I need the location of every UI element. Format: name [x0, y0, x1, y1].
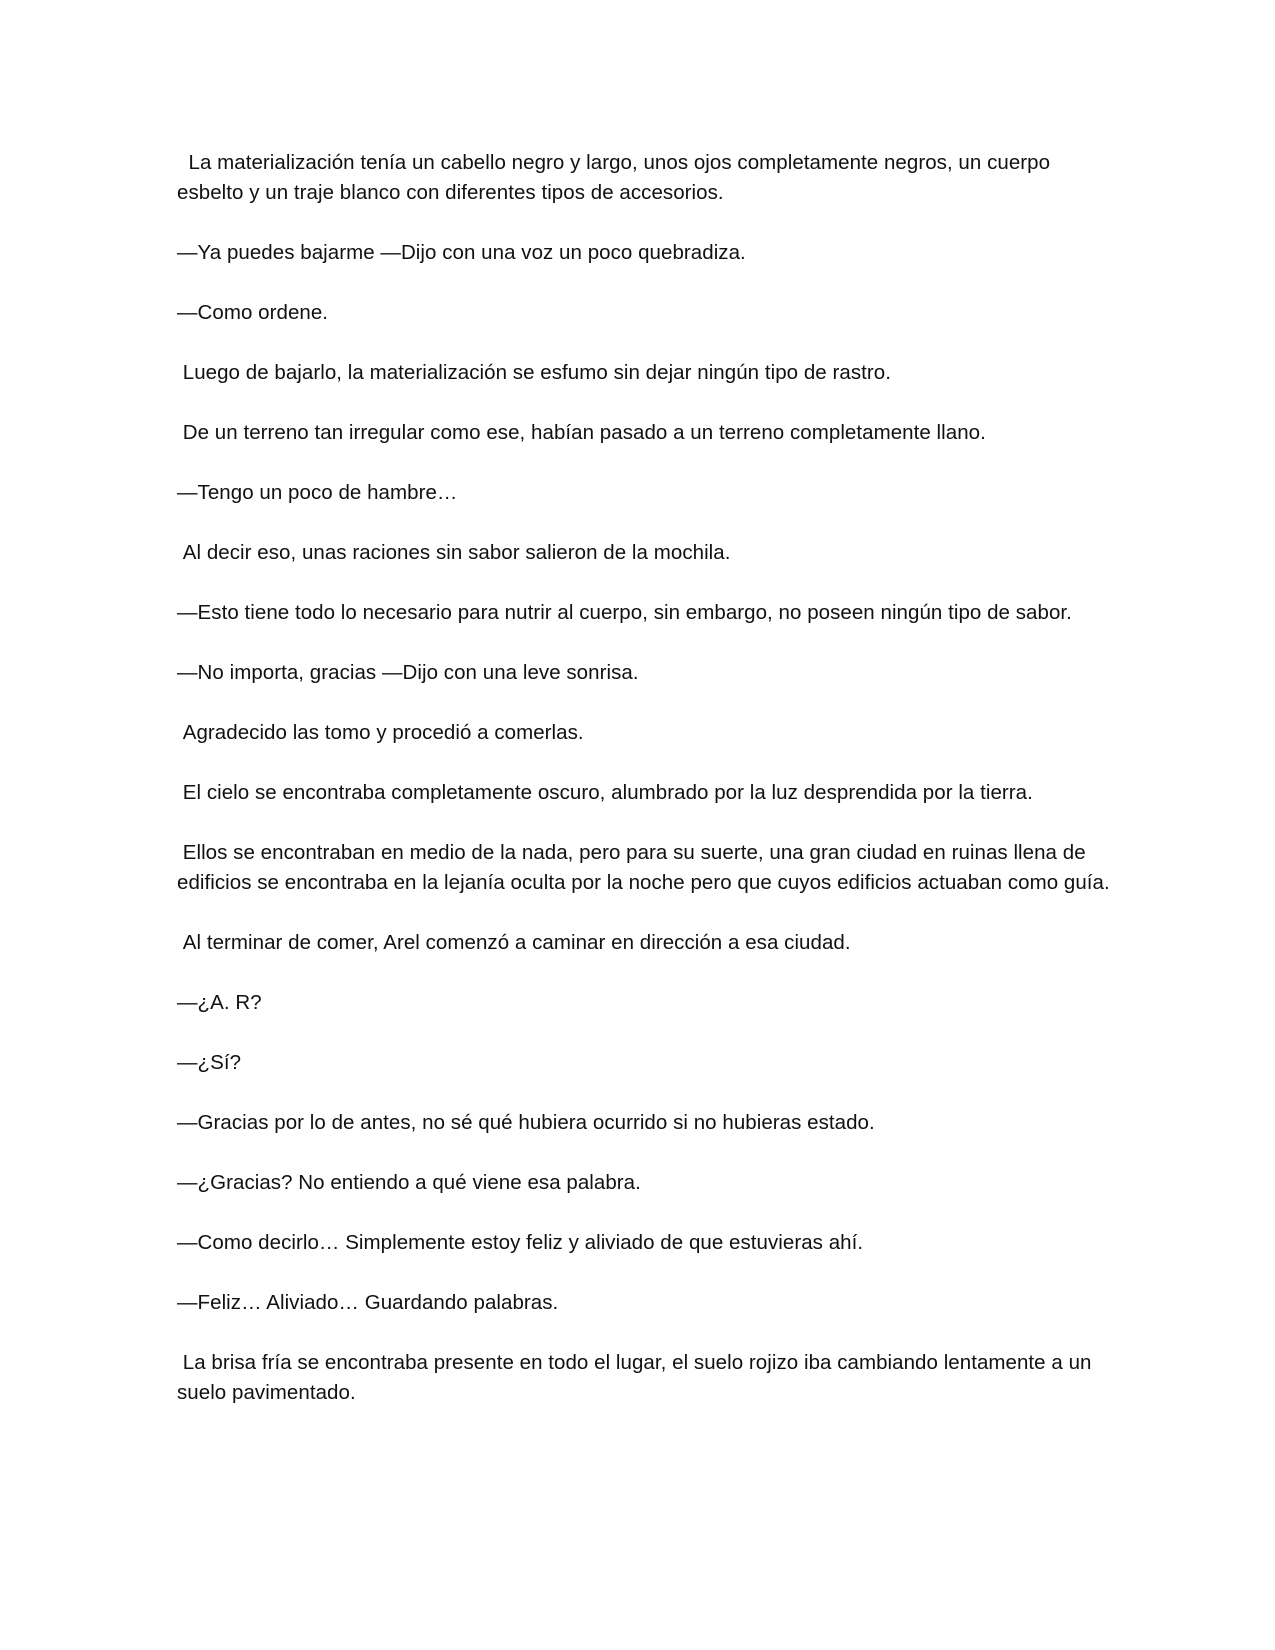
narration-paragraph: Agradecido las tomo y procedió a comerlas. — [177, 721, 584, 744]
narration-paragraph: Al terminar de comer, Arel comenzó a caminar en dirección a esa ciudad. — [177, 931, 851, 954]
narration-paragraph: Al decir eso, unas raciones sin sabor salieron de la mochila. — [177, 541, 731, 564]
dialogue-line: —¿Sí? — [177, 1051, 242, 1074]
narration-paragraph: Luego de bajarlo, la materialización se esfumo sin dejar ningún tipo de rastro. — [177, 361, 891, 384]
dialogue-line: —Esto tiene todo lo necesario para nutrir al cuerpo, sin embargo, no poseen ningún tipo de sabor. — [177, 601, 1072, 624]
dialogue-line: —No importa, gracias —Dijo con una leve sonrisa. — [177, 661, 639, 684]
narration-paragraph: El cielo se encontraba completamente oscuro, alumbrado por la luz desprendida por la tierra. — [177, 781, 1033, 804]
dialogue-line: —¿A. R? — [177, 991, 262, 1014]
dialogue-line: —Gracias por lo de antes, no sé qué hubiera ocurrido si no hubieras estado. — [177, 1111, 875, 1134]
dialogue-line: —Feliz… Aliviado… Guardando palabras. — [177, 1291, 559, 1314]
paragraph-description: La materialización tenía un cabello negro y largo, unos ojos completamente negros, un cuerpo esbelto y un traje blanco con diferentes tipos de accesorios. — [177, 151, 1056, 204]
dialogue-line: —¿Gracias? No entiendo a qué viene esa palabra. — [177, 1171, 641, 1194]
dialogue-line: —Como decirlo… Simplemente estoy feliz y aliviado de que estuvieras ahí. — [177, 1231, 864, 1254]
narration-paragraph: Ellos se encontraban en medio de la nada, pero para su suerte, una gran ciudad en ruinas llena de edificios se encontraba en la lejanía oculta por la noche pero que cuyos edificios actuaban como guía. — [177, 841, 1110, 894]
dialogue-line: —Como ordene. — [177, 301, 329, 324]
document-page — [177, 148, 1112, 1408]
narration-paragraph: La brisa fría se encontraba presente en todo el lugar, el suelo rojizo iba cambiando lentamente a un suelo pavimentado. — [177, 1351, 1098, 1404]
narration-paragraph: De un terreno tan irregular como ese, habían pasado a un terreno completamente llano. — [177, 421, 986, 444]
dialogue-line: —Ya puedes bajarme —Dijo con una voz un poco quebradiza. — [177, 241, 746, 264]
dialogue-line: —Tengo un poco de hambre… — [177, 481, 458, 504]
